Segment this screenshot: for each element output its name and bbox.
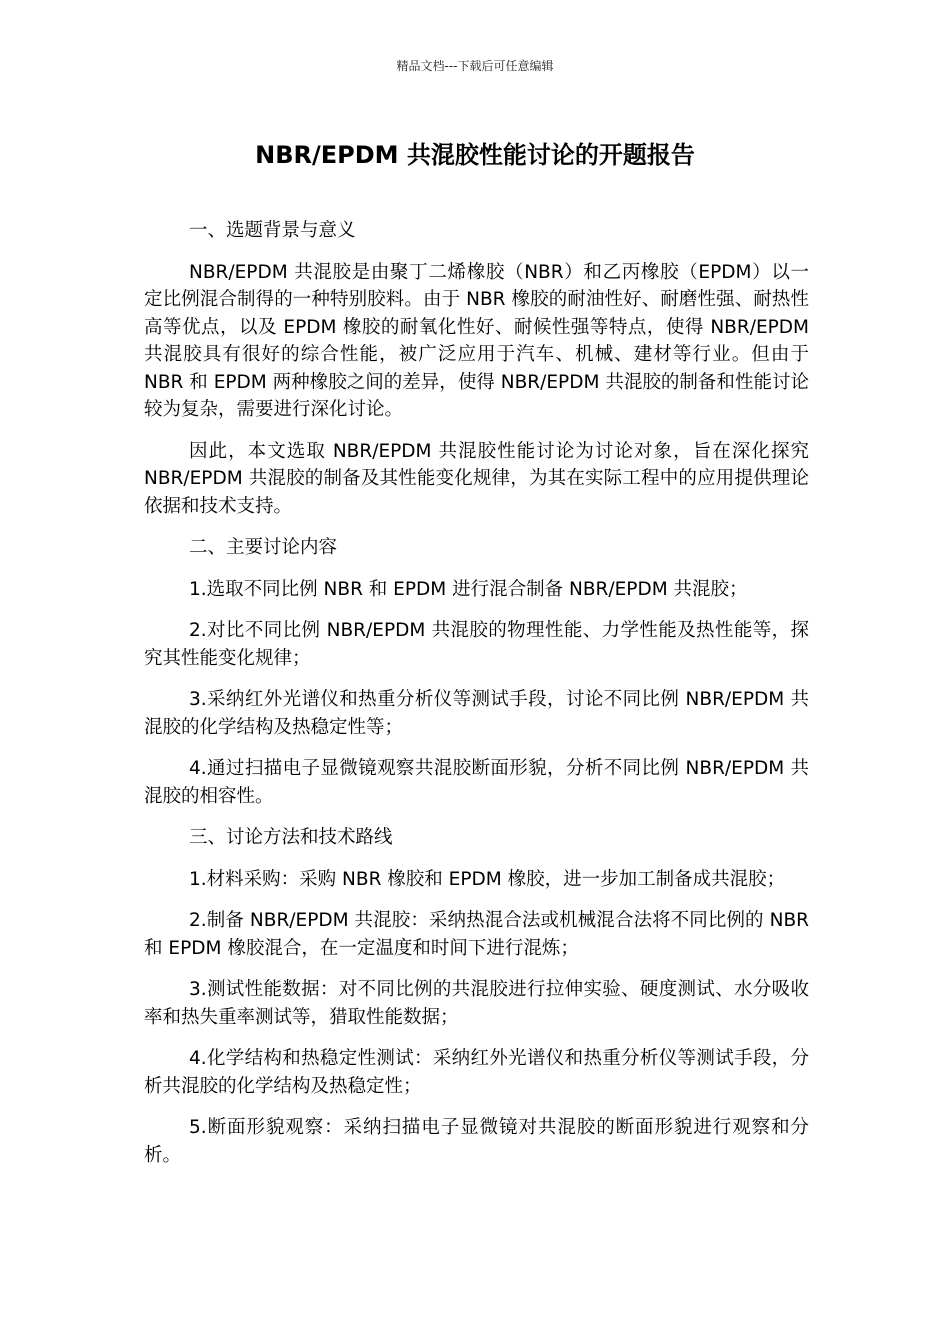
content-item-2: 2.对比不同比例 NBR/EPDM 共混胶的物理性能、力学性能及热性能等，探究其性能变化规律； (144, 620, 809, 669)
method-item-2: 2.制备 NBR/EPDM 共混胶：采纳热混合法或机械混合法将不同比例的 NBR 和 EPDM 橡胶混合，在一定温度和时间下进行混炼； (144, 910, 809, 959)
document-body (144, 217, 809, 1183)
document-title: NBR/EPDM 共混胶性能讨论的开题报告 (255, 141, 695, 169)
content-item-3: 3.采纳红外光谱仪和热重分析仪等测试手段，讨论不同比例 NBR/EPDM 共混胶的化学结构及热稳定性等； (144, 689, 809, 738)
section-heading-content: 二、主要讨论内容 (189, 537, 338, 558)
section-heading-background: 一、选题背景与意义 (189, 220, 356, 241)
background-paragraph-1: NBR/EPDM 共混胶是由聚丁二烯橡胶（NBR）和乙丙橡胶（EPDM）以一定比例混合制得的一种特别胶料。由于 NBR 橡胶的耐油性好、耐磨性强、耐热性高等优点，以及 EPDM 橡胶的耐氧化性好、耐候性强等特点，使得 NBR/EPDM 共混胶具有很好的综合性能，被广泛应用于汽车、机械、建材等行业。但由于 NBR 和 EPDM 两种橡胶之间的差异，使得 NBR/EPDM 共混胶的制备和性能讨论较为复杂，需要进行深化讨论。 (144, 261, 809, 420)
method-item-3: 3.测试性能数据：对不同比例的共混胶进行拉伸实验、硬度测试、水分吸收率和热失重率测试等，猎取性能数据； (144, 979, 809, 1028)
method-item-5: 5.断面形貌观察：采纳扫描电子显微镜对共混胶的断面形貌进行观察和分析。 (144, 1117, 809, 1166)
page-header-note: 精品文档---下载后可任意编辑 (396, 59, 554, 73)
content-item-1: 1.选取不同比例 NBR 和 EPDM 进行混合制备 NBR/EPDM 共混胶； (189, 578, 748, 600)
method-item-4: 4.化学结构和热稳定性测试：采纳红外光谱仪和热重分析仪等测试手段，分析共混胶的化学结构及热稳定性； (144, 1048, 809, 1097)
section-heading-methods: 三、讨论方法和技术路线 (189, 827, 393, 848)
method-item-1: 1.材料采购：采购 NBR 橡胶和 EPDM 橡胶，进一步加工制备成共混胶； (189, 868, 786, 890)
content-item-4: 4.通过扫描电子显微镜观察共混胶断面形貌，分析不同比例 NBR/EPDM 共混胶的相容性。 (144, 758, 809, 807)
background-paragraph-2: 因此，本文选取 NBR/EPDM 共混胶性能讨论为讨论对象，旨在深化探究 NBR/EPDM 共混胶的制备及其性能变化规律，为其在实际工程中的应用提供理论依据和技术支持。 (144, 440, 809, 517)
